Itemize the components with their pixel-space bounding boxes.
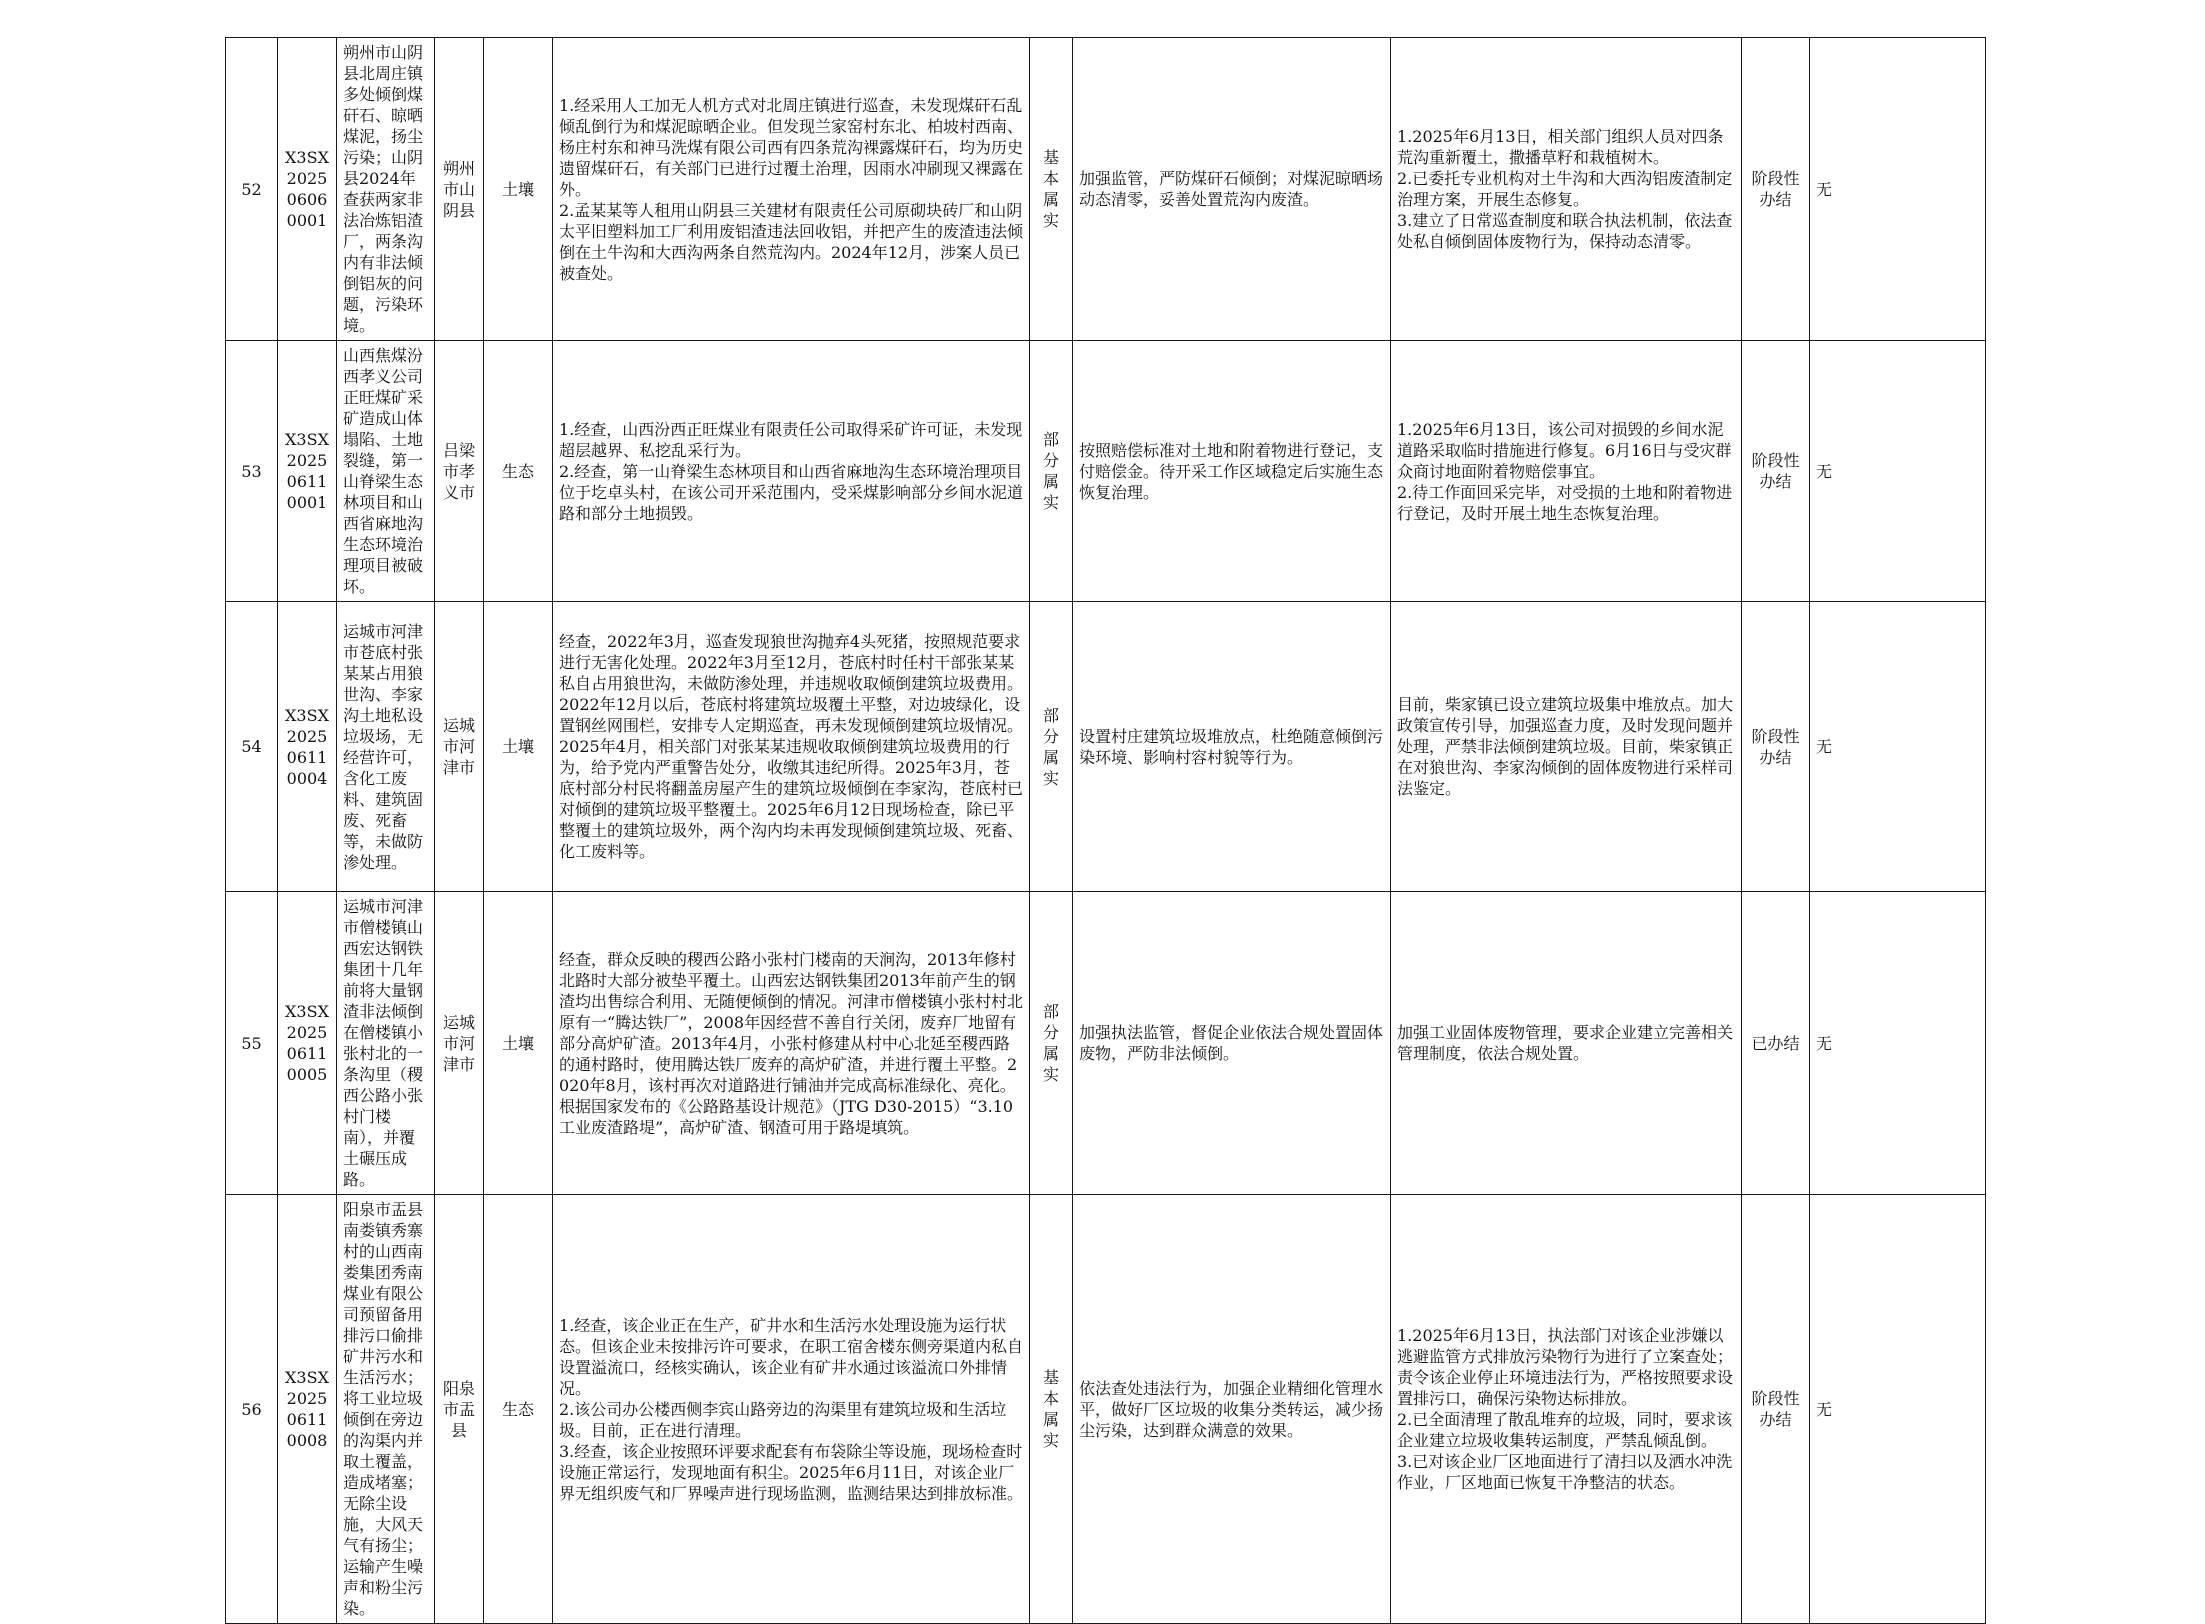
pollution-category: 土壤 — [484, 892, 553, 1195]
case-status: 阶段性办结 — [1742, 341, 1810, 602]
administrative-area: 运城市河津市 — [435, 602, 484, 892]
accountability: 无 — [1810, 341, 1986, 602]
handling-opinion: 按照赔偿标准对土地和附着物进行登记，支付赔偿金。待开采工作区域稳定后实施生态恢复治理。 — [1073, 341, 1391, 602]
pollution-category: 土壤 — [484, 38, 553, 341]
accountability: 无 — [1810, 892, 1986, 1195]
rectification-progress: 1.2025年6月13日，相关部门组织人员对四条荒沟重新覆土，撒播草籽和栽植树木。 2.已委托专业机构对土牛沟和大西沟铝废渣制定治理方案，开展生态修复。 3.建立了日常巡查制度和联合执法机制，依法查处私自倾倒固体废物行为，保持动态清零。 — [1391, 38, 1742, 341]
row-number: 56 — [226, 1195, 278, 1624]
investigation-finding: 1.经查，该企业正在生产，矿井水和生活污水处理设施为运行状态。但该企业未按排污许可要求，在职工宿舍楼东侧旁渠道内私自设置溢流口，经核实确认，该企业有矿井水通过该溢流口外排情况。 2.该公司办公楼西侧李宾山路旁边的沟渠里有建筑垃圾和生活垃圾。目前，正在进行清理。 3.经查，该企业按照环评要求配套有布袋除尘等设施，现场检查时设施正常运行，发现地面有积尘。2025年6月11日，对该企业厂界无组织废气和厂界噪声进行现场监测，监测结果达到排放标准。 — [553, 1195, 1030, 1624]
table-row — [226, 892, 1986, 1195]
rectification-progress: 1.2025年6月13日，执法部门对该企业涉嫌以逃避监管方式排放污染物行为进行了立案查处；责令该企业停止环境违法行为，严格按照要求设置排污口，确保污染物达标排放。 2.已全面清理了散乱堆弃的垃圾，同时，要求该企业建立垃圾收集转运制度，严禁乱倾乱倒。 3.已对该企业厂区地面进行了清扫以及洒水冲洗作业，厂区地面已恢复干净整洁的状态。 — [1391, 1195, 1742, 1624]
issue-description: 山西焦煤汾西孝义公司正旺煤矿采矿造成山体塌陷、土地裂缝，第一山脊梁生态林项目和山西省麻地沟生态环境治理项目被破坏。 — [337, 341, 435, 602]
case-code: X3SX202506060001 — [278, 38, 337, 341]
rectification-progress: 目前，柴家镇已设立建筑垃圾集中堆放点。加大政策宣传引导，加强巡查力度，及时发现问题并处理，严禁非法倾倒建筑垃圾。目前，柴家镇正在对狼世沟、李家沟倾倒的固体废物进行采样司法鉴定。 — [1391, 602, 1742, 892]
row-number: 54 — [226, 602, 278, 892]
handling-opinion: 依法查处违法行为，加强企业精细化管理水平，做好厂区垃圾的收集分类转运，减少扬尘污染，达到群众满意的效果。 — [1073, 1195, 1391, 1624]
verification-verdict: 部分属实 — [1030, 602, 1073, 892]
administrative-area: 朔州市山阴县 — [435, 38, 484, 341]
accountability: 无 — [1810, 602, 1986, 892]
accountability: 无 — [1810, 38, 1986, 341]
investigation-finding: 经查，2022年3月，巡查发现狼世沟抛弃4头死猪，按照规范要求进行无害化处理。2022年3月至12月，苍底村时任村干部张某某私自占用狼世沟，未做防渗处理，并违规收取倾倒建筑垃圾费用。2022年12月以后，苍底村将建筑垃圾覆土平整，对边坡绿化，设置钢丝网围栏，安排专人定期巡查，再未发现倾倒建筑垃圾情况。2025年4月，相关部门对张某某违规收取倾倒建筑垃圾费用的行为，给予党内严重警告处分，收缴其违纪所得。2025年3月，苍底村部分村民将翻盖房屋产生的建筑垃圾倾倒在李家沟，苍底村已对倾倒的建筑垃圾平整覆土。2025年6月12日现场检查，除已平整覆土的建筑垃圾外，两个沟内均未再发现倾倒建筑垃圾、死畜、化工废料等。 — [553, 602, 1030, 892]
verification-verdict: 部分属实 — [1030, 341, 1073, 602]
table-row — [226, 1195, 1986, 1624]
issue-description: 朔州市山阴县北周庄镇多处倾倒煤矸石、晾晒煤泥，扬尘污染；山阴县2024年查获两家非法冶炼铝渣厂，两条沟内有非法倾倒铝灰的问题，污染环境。 — [337, 38, 435, 341]
administrative-area: 吕梁市孝义市 — [435, 341, 484, 602]
case-status: 阶段性办结 — [1742, 602, 1810, 892]
pollution-category: 生态 — [484, 341, 553, 602]
rectification-progress: 加强工业固体废物管理，要求企业建立完善相关管理制度，依法合规处置。 — [1391, 892, 1742, 1195]
issue-description: 运城市河津市苍底村张某某占用狼世沟、李家沟土地私设垃圾场，无经营许可，含化工废料、建筑固废、死畜等，未做防渗处理。 — [337, 602, 435, 892]
complaint-table — [225, 37, 1986, 1624]
administrative-area: 运城市河津市 — [435, 892, 484, 1195]
verification-verdict: 基本属实 — [1030, 38, 1073, 341]
table-row — [226, 38, 1986, 341]
case-status: 已办结 — [1742, 892, 1810, 1195]
case-code: X3SX202506110005 — [278, 892, 337, 1195]
case-code: X3SX202506110008 — [278, 1195, 337, 1624]
handling-opinion: 加强监管，严防煤矸石倾倒；对煤泥晾晒场动态清零，妥善处置荒沟内废渣。 — [1073, 38, 1391, 341]
pollution-category: 土壤 — [484, 602, 553, 892]
handling-opinion: 加强执法监管，督促企业依法合规处置固体废物，严防非法倾倒。 — [1073, 892, 1391, 1195]
row-number: 55 — [226, 892, 278, 1195]
investigation-finding: 经查，群众反映的稷西公路小张村门楼南的天涧沟，2013年修村北路时大部分被垫平覆土。山西宏达钢铁集团2013年前产生的钢渣均出售综合利用、无随便倾倒的情况。河津市僧楼镇小张村村北原有一“腾达铁厂”，2008年因经营不善自行关闭，废弃厂地留有部分高炉矿渣。2013年4月，小张村修建从村中心北延至稷西路的通村路时，使用腾达铁厂废弃的高炉矿渣，并进行覆土平整。2020年8月，该村再次对道路进行铺油并完成高标准绿化、亮化。根据国家发布的《公路路基设计规范》（JTG D30-2015）“3.10工业废渣路堤”，高炉矿渣、钢渣可用于路堤填筑。 — [553, 892, 1030, 1195]
case-status: 阶段性办结 — [1742, 1195, 1810, 1624]
investigation-finding: 1.经采用人工加无人机方式对北周庄镇进行巡查，未发现煤矸石乱倾乱倒行为和煤泥晾晒企业。但发现兰家窑村东北、柏坡村西南、杨庄村东和神马洗煤有限公司西有四条荒沟裸露煤矸石，均为历史遗留煤矸石，有关部门已进行过覆土治理，因雨水冲刷现又裸露在外。 2.孟某某等人租用山阴县三关建材有限责任公司原砌块砖厂和山阴太平旧塑料加工厂利用废铝渣违法回收铝，并把产生的废渣违法倾倒在土牛沟和大西沟两条自然荒沟内。2024年12月，涉案人员已被查处。 — [553, 38, 1030, 341]
verification-verdict: 部分属实 — [1030, 892, 1073, 1195]
table-row — [226, 602, 1986, 892]
verification-verdict: 基本属实 — [1030, 1195, 1073, 1624]
administrative-area: 阳泉市盂县 — [435, 1195, 484, 1624]
rectification-progress: 1.2025年6月13日，该公司对损毁的乡间水泥道路采取临时措施进行修复。6月16日与受灾群众商讨地面附着物赔偿事宜。 2.待工作面回采完毕，对受损的土地和附着物进行登记，及时开展土地生态恢复治理。 — [1391, 341, 1742, 602]
issue-description: 运城市河津市僧楼镇山西宏达钢铁集团十几年前将大量钢渣非法倾倒在僧楼镇小张村北的一条沟里（稷西公路小张村门楼南），并覆土碾压成路。 — [337, 892, 435, 1195]
handling-opinion: 设置村庄建筑垃圾堆放点，杜绝随意倾倒污染环境、影响村容村貌等行为。 — [1073, 602, 1391, 892]
investigation-finding: 1.经查，山西汾西正旺煤业有限责任公司取得采矿许可证，未发现超层越界、私挖乱采行为。 2.经查，第一山脊梁生态林项目和山西省麻地沟生态环境治理项目位于圪卓头村，在该公司开采范围内，受采煤影响部分乡间水泥道路和部分土地损毁。 — [553, 341, 1030, 602]
case-code: X3SX202506110001 — [278, 341, 337, 602]
row-number: 53 — [226, 341, 278, 602]
case-status: 阶段性办结 — [1742, 38, 1810, 341]
case-code: X3SX202506110004 — [278, 602, 337, 892]
table-row — [226, 341, 1986, 602]
row-number: 52 — [226, 38, 278, 341]
pollution-category: 生态 — [484, 1195, 553, 1624]
issue-description: 阳泉市盂县南娄镇秀寨村的山西南娄集团秀南煤业有限公司预留备用排污口偷排矿井污水和生活污水；将工业垃圾倾倒在旁边的沟渠内并取土覆盖，造成堵塞；无除尘设施，大风天气有扬尘；运输产生噪声和粉尘污染。 — [337, 1195, 435, 1624]
accountability: 无 — [1810, 1195, 1986, 1624]
